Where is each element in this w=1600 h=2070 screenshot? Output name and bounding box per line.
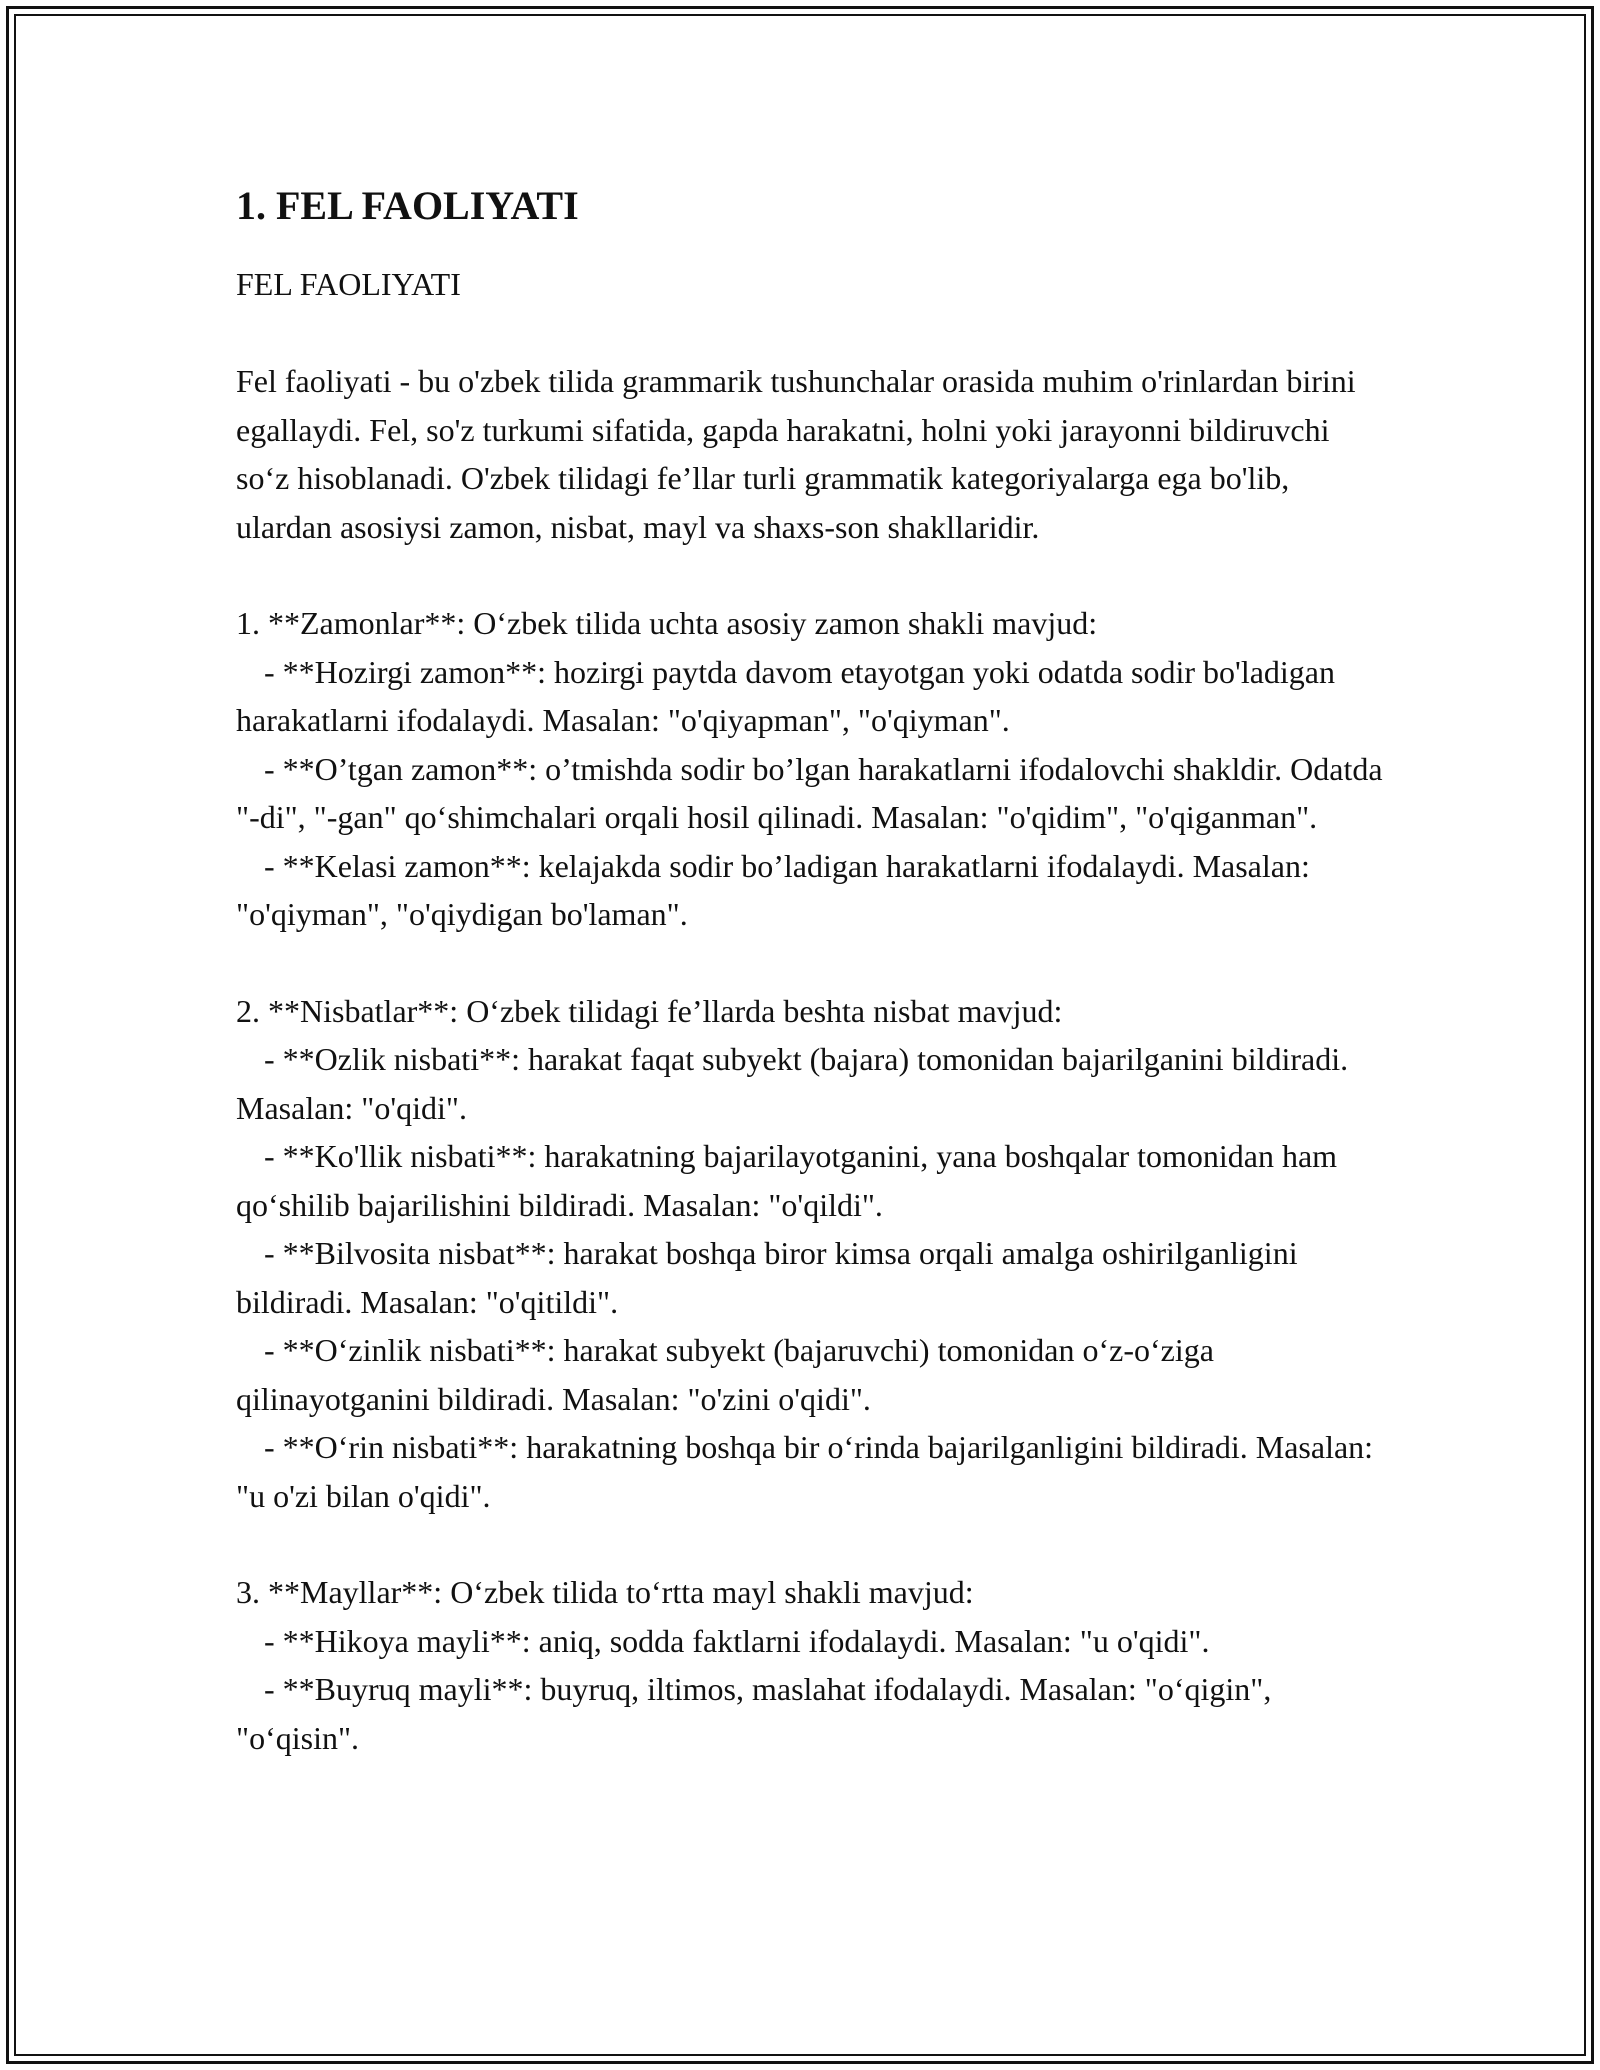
intro-paragraph: Fel faoliyati - bu o'zbek tilida grammarik tushunchalar orasida muhim o'rinlardan birini egallaydi. Fel, so'z turkumi sifatida, gapda harakatni, holni yoki jarayonni bildiruvchi so‘z hisoblanadi. O'zbek tilidagi fe’llar turli grammatik kategoriyalarga ega bo'lib, ulardan asosiysi zamon, nisbat, mayl va shaxs-son shakllaridir. — [236, 363, 1356, 545]
section-mayllar — [236, 1568, 1386, 1762]
list-item: - **Kelasi zamon**: kelajakda sodir bo’ladigan harakatlarni ifodalaydi. Masalan: "o'qiyman", "o'qiydigan bo'laman". — [236, 847, 1310, 932]
document-body — [236, 182, 1386, 1810]
document-heading: 1. FEL FAOLIYATI — [236, 183, 579, 228]
list-item: - **Hozirgi zamon**: hozirgi paytda davom etayotgan yoki odatda sodir bo'ladigan harakatlarni ifodalaydi. Masalan: "o'qiyapman", "o'qiyman". — [236, 653, 1335, 738]
document-subtitle: FEL FAOLIYATI — [236, 266, 461, 302]
list-item: - **Ozlik nisbati**: harakat faqat subyekt (bajara) tomonidan bajarilganini bildiradi. Masalan: "o'qidi". — [236, 1041, 1349, 1126]
list-item: - **O‘rin nisbati**: harakatning boshqa bir o‘rinda bajarilganligini bildiradi. Masalan: "u o'zi bilan o'qidi". — [236, 1429, 1374, 1514]
list-item: - **Bilvosita nisbat**: harakat boshqa biror kimsa orqali amalga oshirilganligini bildiradi. Masalan: "o'qitildi". — [236, 1235, 1298, 1320]
section-title: 2. **Nisbatlar**: O‘zbek tilidagi fe’llarda beshta nisbat mavjud: — [236, 992, 1063, 1029]
section-nisbatlar — [236, 987, 1386, 1521]
section-title: 3. **Mayllar**: O‘zbek tilida to‘rtta mayl shakli mavjud: — [236, 1574, 974, 1610]
section-zamonlar — [236, 599, 1386, 939]
list-item: - **O‘zinlik nisbati**: harakat subyekt (bajaruvchi) tomonidan o‘z-o‘ziga qilinayotganini bildiradi. Masalan: "o'zini o'qidi". — [236, 1332, 1214, 1417]
section-title: 1. **Zamonlar**: O‘zbek tilida uchta asosiy zamon shakli mavjud: — [236, 605, 1098, 641]
list-item: - **O’tgan zamon**: o’tmishda sodir bo’lgan harakatlarni ifodalovchi shakldir. Odatda "-di", "-gan" qo‘shimchalari orqali hosil qilinadi. Masalan: "o'qidim", "o'qiganman". — [236, 750, 1383, 835]
list-item: - **Ko'llik nisbati**: harakatning bajarilayotganini, yana boshqalar tomonidan ham qo‘shilib bajarilishini bildiradi. Masalan: "o'qildi". — [236, 1138, 1338, 1223]
list-item: - **Hikoya mayli**: aniq, sodda faktlarni ifodalaydi. Masalan: "u o'qidi". — [264, 1622, 1210, 1659]
list-item: - **Buyruq mayli**: buyruq, iltimos, maslahat ifodalaydi. Masalan: "o‘qigin", "o‘qisin". — [236, 1671, 1272, 1756]
